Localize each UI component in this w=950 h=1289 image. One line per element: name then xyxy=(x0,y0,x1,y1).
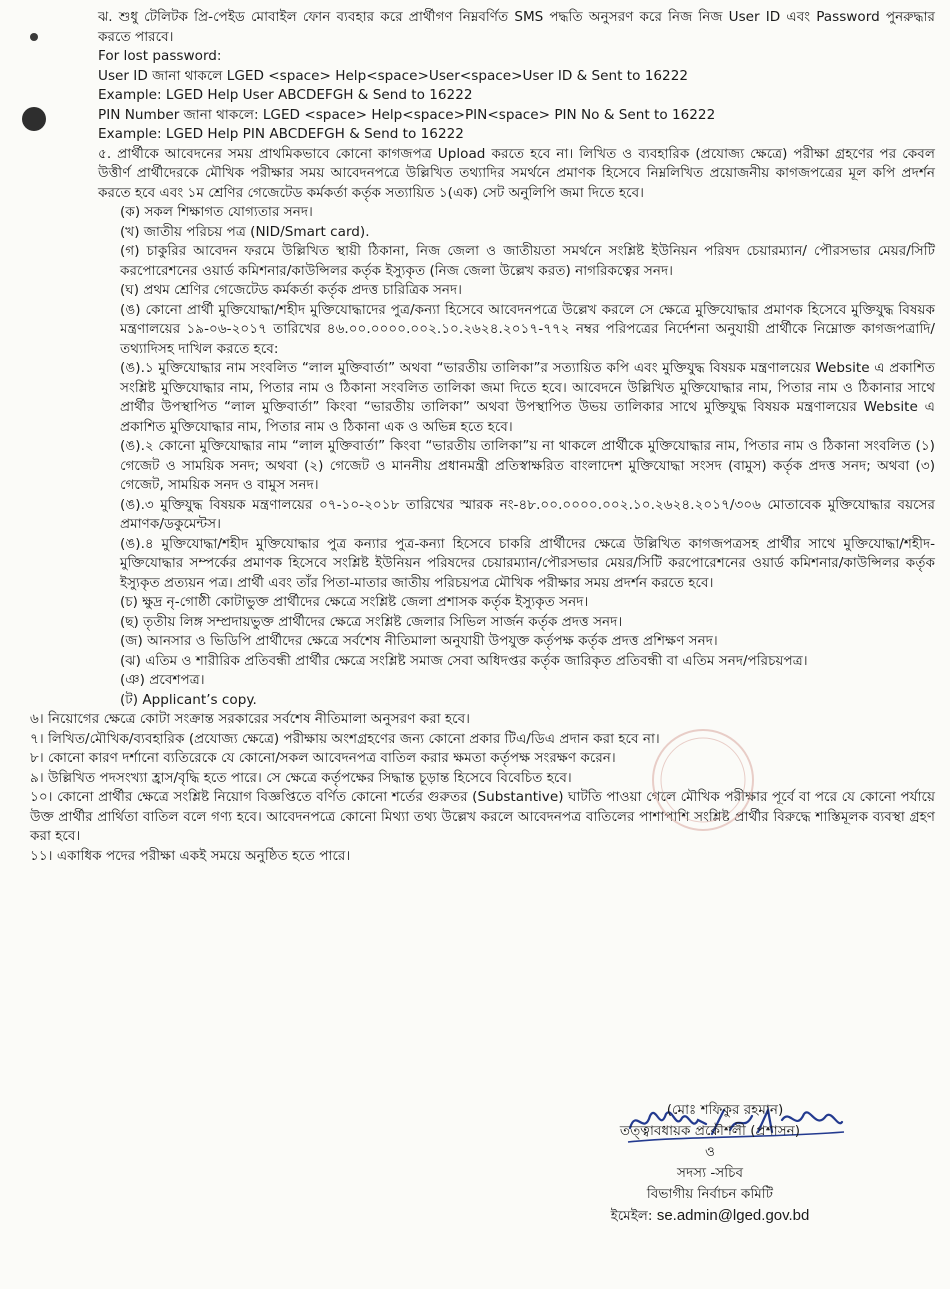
notice-line: ঝ. শুধু টেলিটক প্রি-পেইড মোবাইল ফোন ব্যবহার করে প্রার্থীগণ নিম্নবর্ণিত SMS পদ্ধতি অনুসরণ করে নিজ নিজ User ID এবং Password পুনরুদ্ধার করতে পারবে। xyxy=(98,9,935,45)
notice-line: ৯। উল্লিখিত পদসংখ্যা হ্রাস/বৃদ্ধি হতে পারে। সে ক্ষেত্রে কর্তৃপক্ষের সিদ্ধান্ত চূড়ান্ত হিসেবে বিবেচিত হবে। xyxy=(30,769,572,786)
notice-line: ৫. প্রার্থীকে আবেদনের সময় প্রাথমিকভাবে কোনো কাগজপত্র Upload করতে হবে না। লিখিত ও ব্যবহারিক (প্রযোজ্য ক্ষেত্রে) পরীক্ষা গ্রহণের পর কেবল উত্তীর্ণ প্রার্থীদেরকে মৌখিক পরীক্ষার সময় আবেদনপত্রে উল্লিখিত তথ্যাদির সমর্থনে প্রমাণক হিসেবে নিম্নলিখিত প্রয়োজনীয় কাগজপত্রের মূল কপি প্রদর্শন করতে হবে এবং ১ম শ্রেণির গেজেটেড কর্মকর্তা কর্তৃক সত্যায়িত ১(এক) সেট অনুলিপি জমা দিতে হবে। xyxy=(98,145,935,201)
notice-line: ৬। নিয়োগের ক্ষেত্রে কোটা সংক্রান্ত সরকারের সর্বশেষ নীতিমালা অনুসরণ করা হবে। xyxy=(30,711,471,727)
notice-line: (ঞ) প্রবেশপত্র। xyxy=(120,672,205,688)
notice-line: (ঝ) এতিম ও শারীরিক প্রতিবন্ধী প্রার্থীর ক্ষেত্রে সংশ্লিষ্ট সমাজ সেবা অধিদপ্তর কর্তৃক জারিকৃত প্রতিবন্ধী বা এতিম সনদ/পরিচয়পত্র। xyxy=(120,652,808,669)
notice-line: ৭। লিখিত/মৌখিক/ব্যবহারিক (প্রযোজ্য ক্ষেত্রে) পরীক্ষায় অংশগ্রহণের জন্য কোনো প্রকার টিএ/ডিএ প্রদান করা হবে না। xyxy=(30,730,660,747)
notice-line: (ঙ) কোনো প্রার্থী মুক্তিযোদ্ধা/শহীদ মুক্তিযোদ্ধাদের পুত্র/কন্যা হিসেবে আবেদনপত্রে উল্লেখ করলে সে ক্ষেত্রে মুক্তিযোদ্ধার প্রমাণক হিসেবে মুক্তিযুদ্ধ বিষয়ক মন্ত্রণালয়ের ১৯-০৬-২০১৭ তারিখের ৪৬.০০.০০০০.০০২.১০.২৬২৪.২০১৭-৭৭২ নম্বর পরিপত্রের নির্দেশনা অনুযায়ী প্রার্থীকে নিম্নোক্ত কাগজপত্রাদি/তথ্যাদিসহ দাখিল করতে হবে: xyxy=(120,301,935,357)
signatory-name: (মোঃ শফিকুর রহমান) xyxy=(666,1102,784,1118)
notice-line: Example: LGED Help PIN ABCDEFGH & Send to 16222 xyxy=(98,126,464,142)
notice-line: For lost password: xyxy=(98,48,222,64)
notice-line: (ঙ).২ কোনো মুক্তিযোদ্ধার নাম “লাল মুক্তিবার্তা” কিংবা “ভারতীয় তালিকা”য় না থাকলে প্রার্থীকে মুক্তিযোদ্ধার নাম, পিতার নাম ও ঠিকানা সংবলিত (১) গেজেট ও সাময়িক সনদ; অথবা (২) গেজেট ও মাননীয় প্রধানমন্ত্রী প্রতিস্বাক্ষরিত বাংলাদেশ মুক্তিযোদ্ধা সংসদ (বামুস) কর্তৃক প্রদত্ত সনদ; অথবা (৩) গেজেট, সাময়িক সনদ ও বামুস সনদ। xyxy=(120,438,935,493)
notice-line: ১১। একাধিক পদের পরীক্ষা একই সময়ে অনুষ্ঠিত হতে পারে। xyxy=(30,847,351,864)
notice-line: User ID জানা থাকলে LGED <space> Help<space>User<space>User ID & Sent to 16222 xyxy=(98,67,689,84)
signatory-role: সদস্য -সচিব xyxy=(676,1165,744,1181)
notice-body xyxy=(30,8,935,866)
notice-line: (চ) ক্ষুদ্র নৃ-গোষ্ঠী কোটাভুক্ত প্রার্থীদের ক্ষেত্রে সংশ্লিষ্ট জেলা প্রশাসক কর্তৃক ইস্যুকৃত সনদ। xyxy=(120,594,589,610)
notice-line: PIN Number জানা থাকলে: LGED <space> Help<space>PIN<space> PIN No & Sent to 16222 xyxy=(98,106,716,123)
notice-line: (গ) চাকুরির আবেদন ফরমে উল্লিখিত স্থায়ী ঠিকানা, নিজ জেলা ও জাতীয়তা সমর্থনে সংশ্লিষ্ট ইউনিয়ন পরিষদ চেয়ারম্যান/ পৌরসভার মেয়র/সিটি করপোরেশনের ওয়ার্ড কমিশনার/কাউন্সিলর কর্তৃক ইস্যুকৃত (নিজ জেলা উল্লেখ করত) নাগরিকত্বের সনদ। xyxy=(120,243,935,279)
notice-line: Example: LGED Help User ABCDEFGH & Send to 16222 xyxy=(98,87,473,103)
notice-line: (জ) আনসার ও ভিডিপি প্রার্থীদের ক্ষেত্রে সর্বশেষ নীতিমালা অনুযায়ী উপযুক্ত কর্তৃপক্ষ কর্তৃক প্রদত্ত প্রশিক্ষণ সনদ। xyxy=(120,633,718,649)
signatory-designation: তত্ত্বাবধায়ক প্রকৌশলী (প্রশাসন) xyxy=(619,1123,801,1139)
email-label: ইমেইল: xyxy=(610,1208,653,1224)
notice-line: ৮। কোনো কারণ দর্শানো ব্যতিরেকে যে কোনো/সকল আবেদনপত্র বাতিল করার ক্ষমতা কর্তৃপক্ষ সংরক্ষণ করেন। xyxy=(30,750,616,766)
notice-line: ১০। কোনো প্রার্থীর ক্ষেত্রে সংশ্লিষ্ট নিয়োগ বিজ্ঞপ্তিতে বর্ণিত কোনো শর্তের গুরুতর (Substantive) ঘাটতি পাওয়া গেলে মৌখিক পরীক্ষার পূর্বে বা পরে যে কোনো পর্যায়ে উক্ত প্রার্থীর প্রার্থিতা বাতিল বলে গণ্য হবে। আবেদনপত্রে কোনো মিথ্যা তথ্য উল্লেখ করলে আবেদনপত্র বাতিলের পাশাপাশি সংশ্লিষ্ট প্রার্থীর বিরুদ্ধে শাস্তিমূলক ব্যবস্থা গ্রহণ করা হবে। xyxy=(30,789,935,844)
notice-line: (ঙ).৪ মুক্তিযোদ্ধা/শহীদ মুক্তিযোদ্ধার পুত্র কন্যার পুত্র-কন্যা হিসেবে চাকরি প্রার্থীদের ক্ষেত্রে উল্লিখিত কাগজপত্রসহ প্রার্থীর সাথে মুক্তিযোদ্ধা/শহীদ-মুক্তিযোদ্ধার সম্পর্কের প্রমাণক হিসেবে সংশ্লিষ্ট ইউনিয়ন পরিষদের চেয়ারম্যান/পৌরসভার মেয়র/সিটি করপোরেশনের ওয়ার্ড কমিশনার/কাউন্সিলর কর্তৃক ইস্যুকৃত প্রত্যয়ন পত্র। প্রার্থী এবং তাঁর পিতা-মাতার জাতীয় পরিচয়পত্র মৌখিক পরীক্ষার সময় প্রদর্শন করতে হবে। xyxy=(120,535,935,591)
watermark-stamp xyxy=(648,725,758,835)
notice-line: (ঙ).৩ মুক্তিযুদ্ধ বিষয়ক মন্ত্রণালয়ের ০৭-১০-২০১৮ তারিখের স্মারক নং-৪৮.০০.০০০০.০০২.১০.২৬২৪.২০১৭/৩০৬ মোতাবেক মুক্তিযোদ্ধার বয়সের প্রমাণক/ডকুমেন্টস। xyxy=(120,496,935,532)
email-link[interactable]: se.admin@lged.gov.bd xyxy=(656,1207,810,1224)
notice-line: (ক) সকল শিক্ষাগত যোগ্যতার সনদ। xyxy=(120,204,313,220)
signatory-email-row xyxy=(560,1205,860,1227)
notice-line: (ট) Applicant’s copy. xyxy=(120,691,257,708)
signature-block xyxy=(560,1100,860,1227)
signatory-and: ও xyxy=(704,1144,715,1160)
notice-line: (ঙ).১ মুক্তিযোদ্ধার নাম সংবলিত “লাল মুক্তিবার্তা” অথবা “ভারতীয় তালিকা”র সত্যায়িত কপি এবং মুক্তিযুদ্ধ বিষয়ক মন্ত্রণালয়ের Website এ প্রকাশিত সংশ্লিষ্ট মুক্তিযোদ্ধার নাম, পিতার নাম ও ঠিকানা সংবলিত তালিকা জমা দিতে হবে। আবেদনে উল্লিখিত মুক্তিযোদ্ধার নাম, পিতার নাম ও ঠিকানার সাথে প্রার্থীর উপস্থাপিত “লাল মুক্তিবার্তা” কিংবা “ভারতীয় তালিকা” অথবা উপস্থাপিত উভয় তালিকার সাথে মুক্তিযুদ্ধ বিষয়ক মন্ত্রণালয়ের Website এ প্রকাশিত মুক্তিযোদ্ধার নাম, পিতার নাম ও ঠিকানা এক ও অভিন্ন হতে হবে। xyxy=(120,360,935,435)
notice-line: (খ) জাতীয় পরিচয় পত্র (NID/Smart card). xyxy=(120,223,370,240)
notice-line: (ঘ) প্রথম শ্রেণির গেজেটেড কর্মকর্তা কর্তৃক প্রদত্ত চারিত্রিক সনদ। xyxy=(120,282,463,298)
signatory-committee: বিভাগীয় নির্বাচন কমিটি xyxy=(646,1186,774,1202)
notice-line: (ছ) তৃতীয় লিঙ্গ সম্প্রদায়ভুক্ত প্রার্থীদের ক্ষেত্রে সংশ্লিষ্ট জেলার সিভিল সার্জন কর্তৃক প্রদত্ত সনদ। xyxy=(120,613,623,630)
